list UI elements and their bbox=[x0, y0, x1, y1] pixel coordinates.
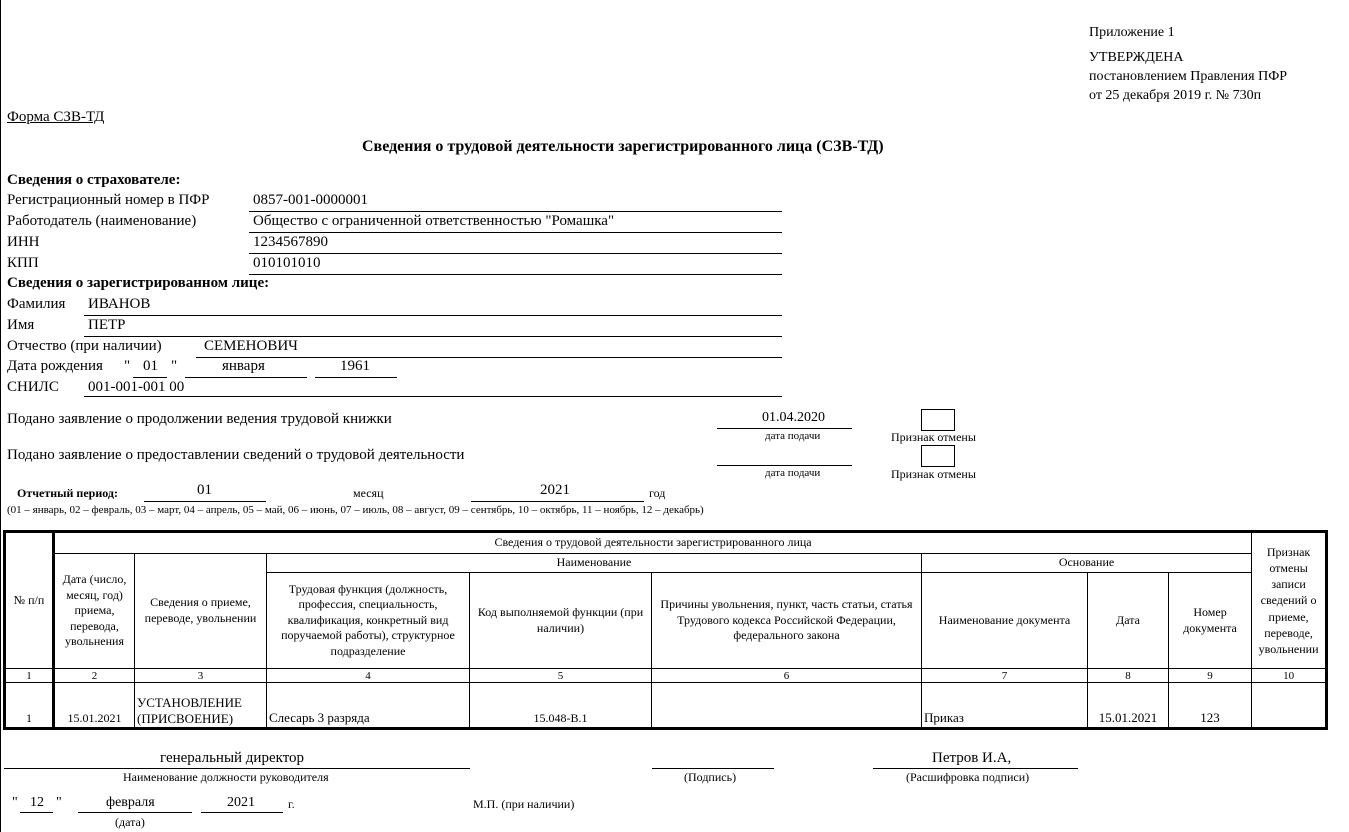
continue-date-line bbox=[717, 428, 852, 429]
surname-label: Фамилия bbox=[7, 296, 66, 312]
birth-month-line bbox=[185, 377, 307, 378]
signature-sign-caption: (Подпись) bbox=[684, 770, 737, 784]
period-month-label: месяц bbox=[353, 486, 384, 500]
employer-value: Общество с ограниченной ответственностью "Ромашка" bbox=[253, 213, 615, 229]
signature-sign-line bbox=[652, 768, 774, 769]
col-number-4: 4 bbox=[267, 669, 470, 683]
col-num-header: № п/п bbox=[5, 532, 54, 669]
continue-date-caption: дата подачи bbox=[765, 430, 821, 442]
col-number-9: 9 bbox=[1169, 669, 1252, 683]
col-doc-date-header: Дата bbox=[1088, 573, 1169, 669]
col-number-2: 2 bbox=[54, 669, 135, 683]
insurer-section-title: Сведения о страхователе: bbox=[7, 172, 181, 188]
period-hint: (01 – январь, 02 – февраль, 03 – март, 04 – апрель, 05 – май, 06 – июнь, 07 – июль, 08 – август, 09 – сентябрь, 10 – октябрь, 11 – ноябрь, 12 – декабрь) bbox=[7, 504, 704, 516]
row-cancel bbox=[1252, 683, 1327, 729]
inn-label: ИНН bbox=[7, 234, 40, 250]
sign-date-month: февраля bbox=[106, 795, 155, 810]
page-left-border bbox=[0, 0, 1, 832]
col-info-header: Сведения о приеме, переводе, увольнении bbox=[135, 554, 267, 669]
sign-date-year-line bbox=[201, 812, 283, 813]
sign-date-year: 2021 bbox=[227, 795, 255, 810]
col-function-header: Трудовая функция (должность, профессия, специальность, квалификация, конкретный вид поручаемой работы), структурное подразделение bbox=[267, 573, 470, 669]
birth-quote-open: " bbox=[124, 358, 131, 374]
col-number-8: 8 bbox=[1088, 669, 1169, 683]
provide-cancel-caption: Признак отмены bbox=[891, 467, 976, 481]
kpp-value: 010101010 bbox=[253, 255, 321, 271]
birth-month-value: января bbox=[222, 358, 265, 374]
provide-date-line bbox=[717, 465, 852, 466]
birth-label: Дата рождения bbox=[7, 358, 103, 374]
birth-day-value: 01 bbox=[143, 358, 158, 374]
sign-date-year-suffix: г. bbox=[288, 797, 295, 811]
sign-date-day: 12 bbox=[30, 795, 44, 810]
col-number-1: 1 bbox=[5, 669, 54, 683]
col-reasons-header: Причины увольнения, пункт, часть статьи, статья Трудового кодекса Российской Федерации, федерального закона bbox=[652, 573, 922, 669]
col-date-header: Дата (число, месяц, год) приема, перевода, увольнения bbox=[54, 554, 135, 669]
col-number-5: 5 bbox=[470, 669, 652, 683]
continue-cancel-checkbox[interactable] bbox=[921, 409, 955, 431]
approved-date: от 25 декабря 2019 г. № 730п bbox=[1089, 88, 1262, 103]
group-basis-header: Основание bbox=[922, 554, 1252, 573]
reg-number-line bbox=[249, 211, 782, 212]
col-doc-num-header: Номер документа bbox=[1169, 573, 1252, 669]
row-info: УСТАНОВЛЕНИЕ (ПРИСВОЕНИЕ) bbox=[135, 683, 267, 729]
period-label: Отчетный период: bbox=[17, 486, 118, 500]
col-number-6: 6 bbox=[652, 669, 922, 683]
patronymic-label: Отчество (при наличии) bbox=[7, 338, 162, 354]
surname-value: ИВАНОВ bbox=[88, 296, 151, 312]
col-doc-name-header: Наименование документа bbox=[922, 573, 1088, 669]
row-code: 15.048-В.1 bbox=[470, 683, 652, 729]
group-name-header: Наименование bbox=[267, 554, 922, 573]
patronymic-value: СЕМЕНОВИЧ bbox=[204, 338, 298, 354]
period-year-line bbox=[471, 501, 644, 502]
labor-activity-table bbox=[3, 530, 1328, 730]
row-num: 1 bbox=[5, 683, 54, 729]
person-section-title: Сведения о зарегистрированном лице: bbox=[7, 275, 270, 291]
signature-decoding-line bbox=[873, 768, 1078, 769]
inn-line bbox=[249, 253, 782, 254]
employer-label: Работодатель (наименование) bbox=[7, 213, 197, 229]
kpp-label: КПП bbox=[7, 255, 39, 271]
signature-position-caption: Наименование должности руководителя bbox=[123, 770, 329, 784]
table-row bbox=[5, 683, 1327, 729]
provide-cancel-checkbox[interactable] bbox=[921, 445, 955, 467]
signature-decoding: Петров И.А, bbox=[932, 750, 1012, 766]
col-code-header: Код выполняемой функции (при наличии) bbox=[470, 573, 652, 669]
row-reasons bbox=[652, 683, 922, 729]
approved-by: постановлением Правления ПФР bbox=[1089, 69, 1288, 84]
reg-number-value: 0857-001-0000001 bbox=[253, 192, 368, 208]
sign-date-quote-open: " bbox=[12, 795, 18, 810]
col-number-3: 3 bbox=[135, 669, 267, 683]
signature-position: генеральный директор bbox=[160, 750, 305, 766]
sign-date-day-line bbox=[20, 812, 53, 813]
signature-decoding-caption: (Расшифровка подписи) bbox=[906, 770, 1030, 784]
sign-date-caption: (дата) bbox=[115, 815, 145, 829]
row-doc-date: 15.01.2021 bbox=[1088, 683, 1169, 729]
employer-line bbox=[249, 232, 782, 233]
group-title-header: Сведения о трудовой деятельности зарегистрированного лица bbox=[54, 532, 1252, 554]
signature-position-line bbox=[4, 768, 470, 769]
birth-day-line bbox=[133, 377, 167, 378]
name-label: Имя bbox=[7, 317, 35, 333]
name-value: ПЕТР bbox=[88, 317, 126, 333]
appendix-label: Приложение 1 bbox=[1089, 25, 1175, 40]
name-line bbox=[84, 336, 782, 337]
snils-label: СНИЛС bbox=[7, 379, 59, 395]
row-doc-name: Приказ bbox=[922, 683, 1088, 729]
surname-line bbox=[84, 315, 782, 316]
patronymic-line bbox=[196, 357, 782, 358]
birth-year-line bbox=[315, 377, 397, 378]
continue-cancel-caption: Признак отмены bbox=[891, 430, 976, 444]
row-function: Слесарь 3 разряда bbox=[267, 683, 470, 729]
kpp-line bbox=[249, 274, 782, 275]
birth-year-value: 1961 bbox=[340, 358, 370, 374]
col-number-7: 7 bbox=[922, 669, 1088, 683]
row-date: 15.01.2021 bbox=[54, 683, 135, 729]
approved-label: УТВЕРЖДЕНА bbox=[1089, 50, 1184, 65]
stamp-label: М.П. (при наличии) bbox=[473, 797, 575, 811]
row-doc-num: 123 bbox=[1169, 683, 1252, 729]
provide-info-label: Подано заявление о предоставлении сведений о трудовой деятельности bbox=[7, 447, 465, 463]
col-number-10: 10 bbox=[1252, 669, 1327, 683]
col-cancel-header: Признак отмены записи сведений о приеме, переводе, увольнении bbox=[1252, 532, 1327, 669]
snils-value: 001-001-001 00 bbox=[88, 379, 185, 395]
sign-date-quote-close: " bbox=[56, 795, 62, 810]
provide-date-caption: дата подачи bbox=[765, 467, 821, 479]
sign-date-month-line bbox=[78, 812, 192, 813]
page-title: Сведения о трудовой деятельности зарегистрированного лица (СЗВ-ТД) bbox=[362, 138, 884, 155]
period-year-label: год bbox=[649, 486, 666, 500]
period-month-line bbox=[144, 501, 266, 502]
form-name: Форма СЗВ-ТД bbox=[7, 109, 105, 125]
period-year-value: 2021 bbox=[540, 482, 570, 498]
birth-quote-close: " bbox=[171, 358, 178, 374]
snils-line bbox=[84, 396, 782, 397]
period-month-value: 01 bbox=[197, 482, 212, 498]
continue-book-date: 01.04.2020 bbox=[762, 410, 825, 425]
reg-number-label: Регистрационный номер в ПФР bbox=[7, 192, 210, 208]
inn-value: 1234567890 bbox=[253, 234, 328, 250]
continue-book-label: Подано заявление о продолжении ведения трудовой книжки bbox=[7, 411, 392, 427]
